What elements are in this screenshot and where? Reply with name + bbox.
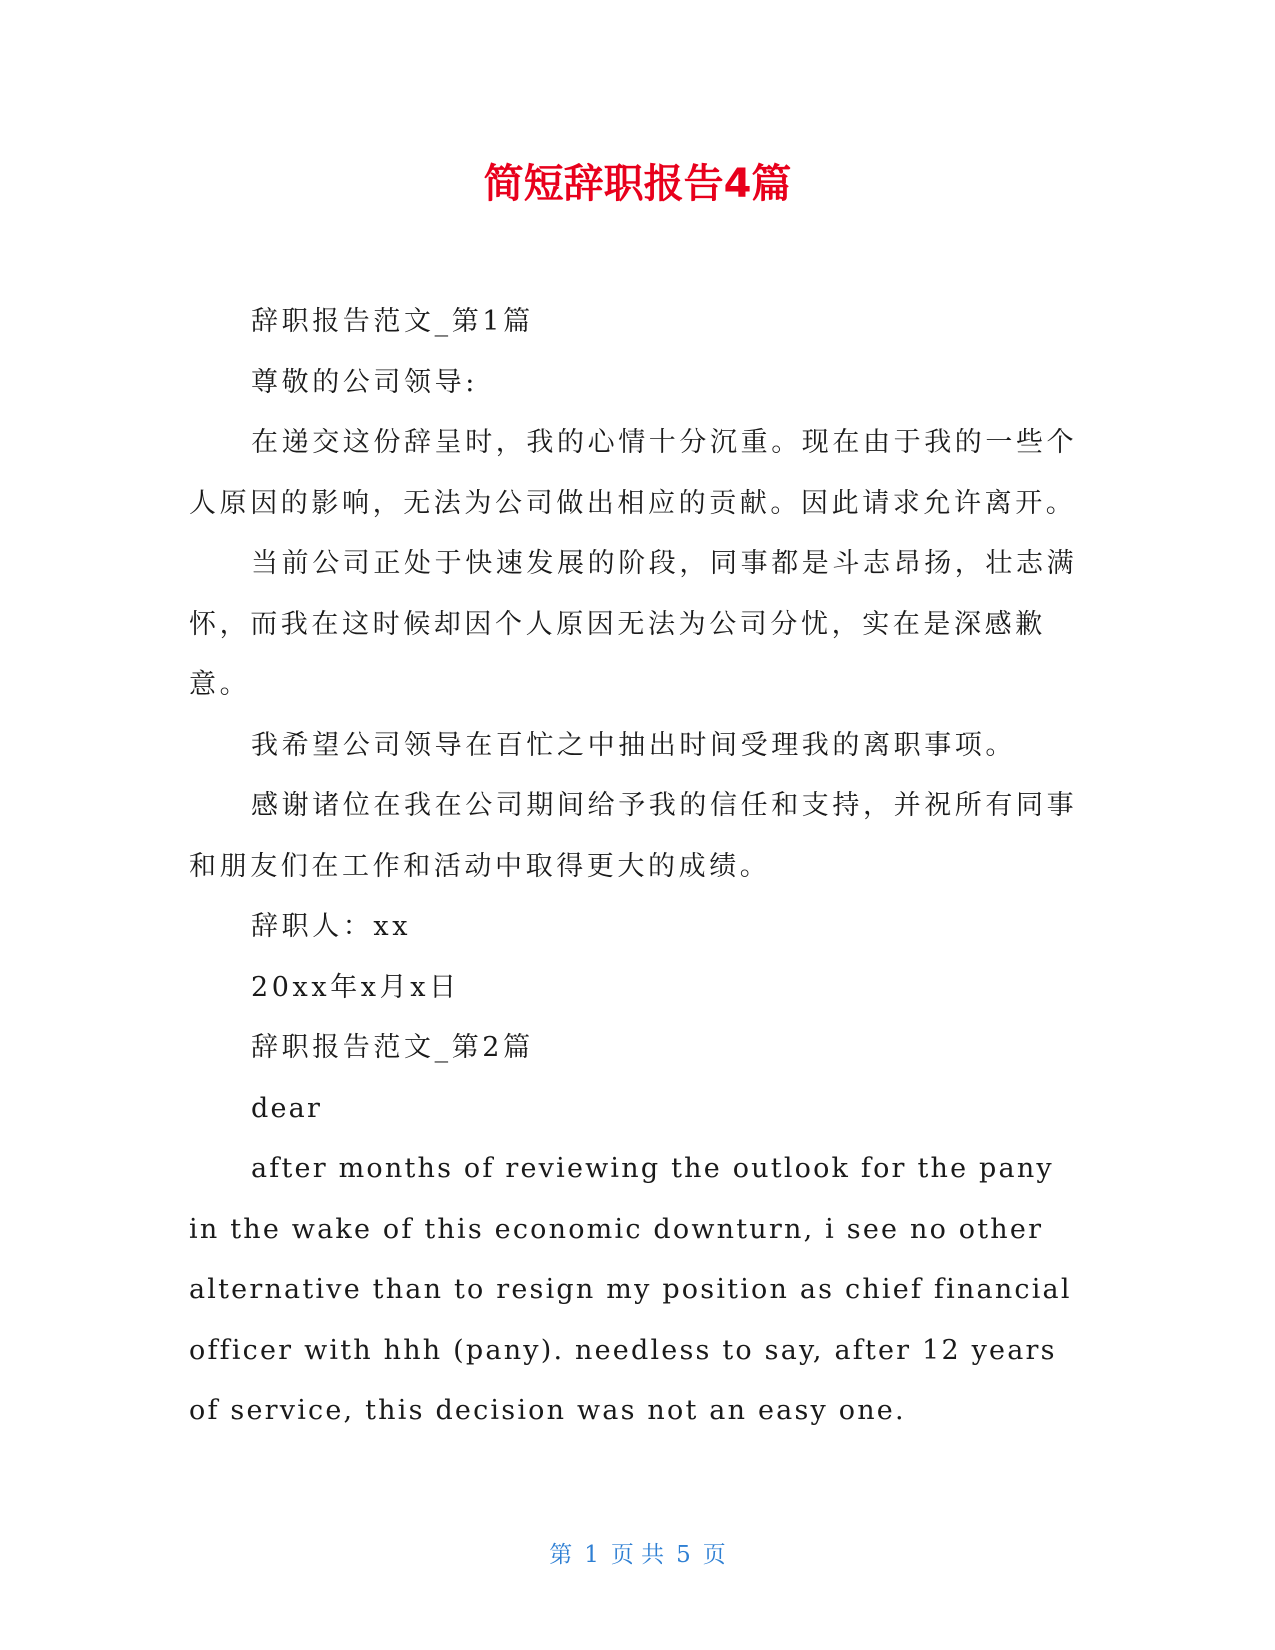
section-heading-1: 辞职报告范文_第1篇 — [251, 306, 534, 337]
footer-current-page: 1 — [584, 1542, 599, 1568]
section-heading-2: 辞职报告范文_第2篇 — [251, 1032, 534, 1063]
body-paragraph: 我希望公司领导在百忙之中抽出时间受理我的离职事项。 — [251, 729, 1016, 761]
footer-label-of: 页 共 — [610, 1542, 665, 1568]
document-body — [189, 292, 1081, 1442]
footer-label-page: 第 — [549, 1542, 573, 1568]
english-salutation: dear — [251, 1092, 323, 1124]
salutation: 尊敬的公司领导: — [251, 366, 478, 398]
english-body-paragraph: after months of reviewing the outlook for the pany in the wake of this economic downturn, i see no other alternative than to resign my position as chief financial officer with hhh (pany). needless to say, after 12 years of service, this decision was not an easy one. — [189, 1153, 1072, 1426]
page-footer — [0, 1540, 1275, 1570]
body-paragraph: 当前公司正处于快速发展的阶段，同事都是斗志昂扬，壮志满怀，而我在这时候却因个人原因无法为公司分忧，实在是深感歉意。 — [189, 548, 1078, 700]
footer-label-end: 页 — [702, 1542, 726, 1568]
document-title: 简短辞职报告4篇 — [483, 161, 792, 207]
footer-total-pages: 5 — [676, 1542, 691, 1568]
body-paragraph: 在递交这份辞呈时，我的心情十分沉重。现在由于我的一些个人原因的影响，无法为公司做出相应的贡献。因此请求允许离开。 — [189, 427, 1078, 519]
date-line: 20xx年x月x日 — [251, 971, 460, 1003]
signature-line: 辞职人：xx — [251, 911, 412, 942]
body-paragraph: 感谢诸位在我在公司期间给予我的信任和支持，并祝所有同事和朋友们在工作和活动中取得更大的成绩。 — [189, 790, 1078, 882]
